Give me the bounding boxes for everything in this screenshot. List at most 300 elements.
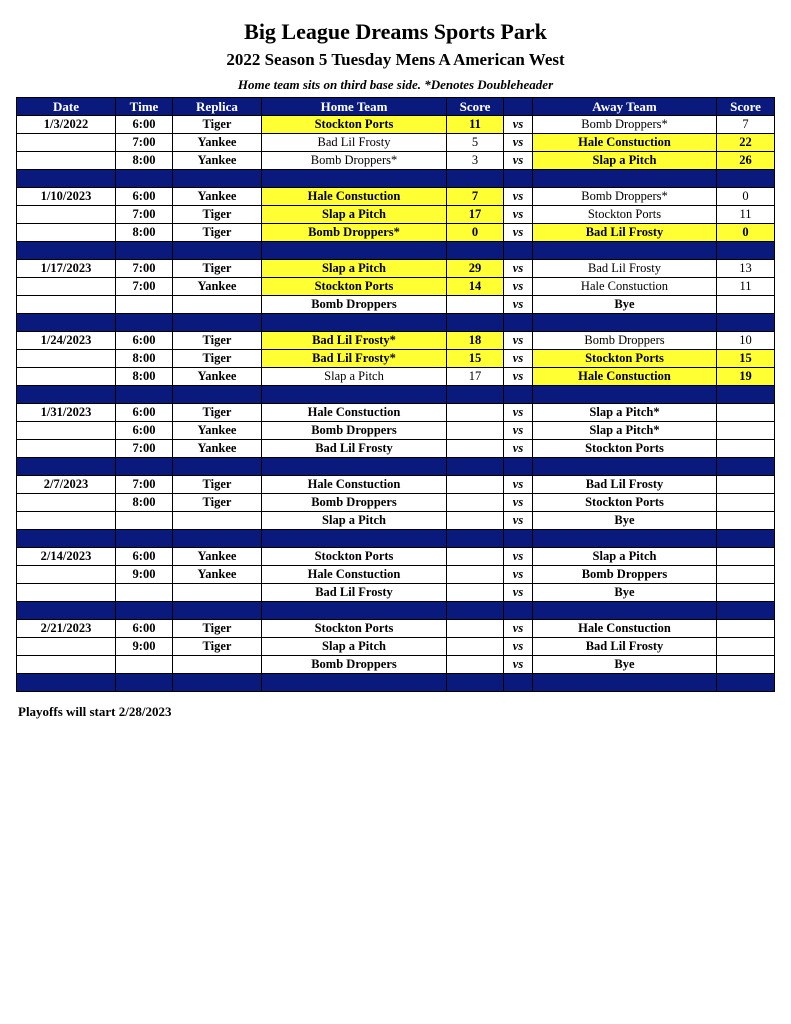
game-time: 6:00 [116, 548, 173, 566]
header-home-score: Score [447, 98, 504, 116]
separator-cell [116, 602, 173, 620]
away-score [717, 638, 775, 656]
away-score: 10 [717, 332, 775, 350]
home-score [447, 584, 504, 602]
separator-cell [173, 458, 262, 476]
game-row [17, 224, 775, 242]
home-score [447, 566, 504, 584]
game-time: 7:00 [116, 278, 173, 296]
home-team: Stockton Ports [262, 278, 447, 296]
away-score [717, 440, 775, 458]
home-score: 15 [447, 350, 504, 368]
home-score: 0 [447, 224, 504, 242]
separator-cell [533, 242, 717, 260]
game-replica: Yankee [173, 566, 262, 584]
separator-cell [17, 674, 116, 692]
game-date [17, 512, 116, 530]
page-subtitle: 2022 Season 5 Tuesday Mens A American West [226, 50, 565, 69]
home-team: Bad Lil Frosty* [262, 350, 447, 368]
game-row [17, 152, 775, 170]
separator-cell [17, 386, 116, 404]
vs-label: vs [504, 512, 533, 530]
game-replica: Tiger [173, 476, 262, 494]
game-replica: Tiger [173, 620, 262, 638]
home-score [447, 494, 504, 512]
game-row [17, 332, 775, 350]
game-row [17, 548, 775, 566]
separator-cell [173, 530, 262, 548]
separator-cell [447, 602, 504, 620]
vs-label: vs [504, 656, 533, 674]
home-score: 11 [447, 116, 504, 134]
separator-cell [116, 674, 173, 692]
vs-label: vs [504, 368, 533, 386]
separator-cell [17, 314, 116, 332]
vs-label: vs [504, 332, 533, 350]
away-team: Bad Lil Frosty [533, 260, 717, 278]
vs-label: vs [504, 278, 533, 296]
away-team: Hale Constuction [533, 278, 717, 296]
separator-cell [533, 170, 717, 188]
game-row [17, 584, 775, 602]
home-team: Hale Constuction [262, 476, 447, 494]
separator-cell [447, 458, 504, 476]
game-row [17, 134, 775, 152]
game-row [17, 494, 775, 512]
vs-label: vs [504, 404, 533, 422]
home-team: Bomb Droppers* [262, 224, 447, 242]
header-replica: Replica [173, 98, 262, 116]
away-score [717, 584, 775, 602]
separator-cell [17, 242, 116, 260]
home-score [447, 656, 504, 674]
game-replica: Tiger [173, 404, 262, 422]
away-score [717, 296, 775, 314]
game-date [17, 638, 116, 656]
home-team: Hale Constuction [262, 566, 447, 584]
game-replica: Tiger [173, 224, 262, 242]
game-date [17, 422, 116, 440]
game-row [17, 296, 775, 314]
away-score [717, 476, 775, 494]
vs-label: vs [504, 440, 533, 458]
away-team: Bomb Droppers [533, 566, 717, 584]
home-team: Hale Constuction [262, 404, 447, 422]
vs-label: vs [504, 224, 533, 242]
week-separator [17, 170, 775, 188]
separator-cell [116, 530, 173, 548]
game-time [116, 296, 173, 314]
game-date [17, 584, 116, 602]
game-replica: Tiger [173, 494, 262, 512]
header-away-team: Away Team [533, 98, 717, 116]
away-score [717, 548, 775, 566]
separator-cell [173, 170, 262, 188]
separator-cell [116, 242, 173, 260]
away-team: Bye [533, 656, 717, 674]
game-date: 2/7/2023 [17, 476, 116, 494]
game-replica: Yankee [173, 188, 262, 206]
separator-cell [116, 458, 173, 476]
game-time: 6:00 [116, 116, 173, 134]
separator-cell [717, 530, 775, 548]
away-team: Stockton Ports [533, 494, 717, 512]
game-replica: Tiger [173, 332, 262, 350]
home-score: 14 [447, 278, 504, 296]
game-replica: Yankee [173, 548, 262, 566]
home-score [447, 440, 504, 458]
game-date: 2/14/2023 [17, 548, 116, 566]
away-score: 19 [717, 368, 775, 386]
vs-label: vs [504, 134, 533, 152]
away-team: Bomb Droppers* [533, 116, 717, 134]
away-score: 13 [717, 260, 775, 278]
game-time: 8:00 [116, 224, 173, 242]
game-replica: Yankee [173, 368, 262, 386]
game-time: 8:00 [116, 368, 173, 386]
game-date [17, 494, 116, 512]
separator-cell [262, 674, 447, 692]
game-time [116, 512, 173, 530]
home-score: 7 [447, 188, 504, 206]
header-row [17, 98, 775, 116]
vs-label: vs [504, 188, 533, 206]
game-row [17, 512, 775, 530]
home-score [447, 296, 504, 314]
away-team: Slap a Pitch [533, 152, 717, 170]
game-replica: Tiger [173, 638, 262, 656]
game-time: 8:00 [116, 152, 173, 170]
away-score: 0 [717, 188, 775, 206]
separator-cell [173, 602, 262, 620]
vs-label: vs [504, 206, 533, 224]
game-date [17, 350, 116, 368]
separator-cell [116, 170, 173, 188]
game-date: 1/10/2023 [17, 188, 116, 206]
vs-label: vs [504, 350, 533, 368]
week-separator [17, 602, 775, 620]
game-row [17, 350, 775, 368]
game-time: 6:00 [116, 332, 173, 350]
game-time: 8:00 [116, 350, 173, 368]
game-row [17, 476, 775, 494]
separator-cell [447, 314, 504, 332]
game-time: 7:00 [116, 260, 173, 278]
vs-label: vs [504, 566, 533, 584]
away-team: Slap a Pitch* [533, 404, 717, 422]
separator-cell [262, 530, 447, 548]
game-time: 6:00 [116, 188, 173, 206]
away-team: Bomb Droppers [533, 332, 717, 350]
home-team: Bomb Droppers [262, 296, 447, 314]
week-separator [17, 530, 775, 548]
separator-cell [447, 674, 504, 692]
separator-cell [533, 602, 717, 620]
away-score: 0 [717, 224, 775, 242]
game-time [116, 584, 173, 602]
away-score: 7 [717, 116, 775, 134]
home-team: Bad Lil Frosty [262, 584, 447, 602]
separator-cell [533, 314, 717, 332]
schedule-body [17, 116, 775, 692]
away-team: Slap a Pitch* [533, 422, 717, 440]
game-row [17, 422, 775, 440]
away-team: Slap a Pitch [533, 548, 717, 566]
away-team: Stockton Ports [533, 440, 717, 458]
home-team: Stockton Ports [262, 116, 447, 134]
week-separator [17, 314, 775, 332]
game-replica: Yankee [173, 440, 262, 458]
separator-cell [17, 458, 116, 476]
separator-cell [173, 386, 262, 404]
home-team: Slap a Pitch [262, 512, 447, 530]
away-team: Bad Lil Frosty [533, 224, 717, 242]
away-score: 15 [717, 350, 775, 368]
separator-cell [262, 458, 447, 476]
home-score [447, 620, 504, 638]
game-date: 1/24/2023 [17, 332, 116, 350]
home-score: 29 [447, 260, 504, 278]
vs-label: vs [504, 296, 533, 314]
home-team: Stockton Ports [262, 620, 447, 638]
game-date [17, 278, 116, 296]
away-score [717, 512, 775, 530]
away-team: Bomb Droppers* [533, 188, 717, 206]
header-away-score: Score [717, 98, 775, 116]
game-date [17, 152, 116, 170]
separator-cell [717, 314, 775, 332]
separator-cell [533, 530, 717, 548]
vs-label: vs [504, 422, 533, 440]
separator-cell [504, 602, 533, 620]
away-team: Bye [533, 512, 717, 530]
separator-cell [447, 530, 504, 548]
header-home-team: Home Team [262, 98, 447, 116]
separator-cell [717, 602, 775, 620]
separator-cell [504, 674, 533, 692]
game-replica [173, 656, 262, 674]
separator-cell [717, 170, 775, 188]
game-time: 7:00 [116, 476, 173, 494]
vs-label: vs [504, 494, 533, 512]
away-score [717, 404, 775, 422]
home-team: Slap a Pitch [262, 638, 447, 656]
game-date: 1/31/2023 [17, 404, 116, 422]
home-score [447, 638, 504, 656]
home-score: 18 [447, 332, 504, 350]
game-row [17, 260, 775, 278]
page-title: Big League Dreams Sports Park [244, 19, 547, 44]
home-team: Bad Lil Frosty [262, 440, 447, 458]
away-team: Bye [533, 296, 717, 314]
home-score [447, 476, 504, 494]
vs-label: vs [504, 260, 533, 278]
game-date [17, 440, 116, 458]
home-team: Bomb Droppers [262, 656, 447, 674]
vs-label: vs [504, 476, 533, 494]
game-replica [173, 512, 262, 530]
game-row [17, 620, 775, 638]
home-score [447, 548, 504, 566]
playoffs-note: Playoffs will start 2/28/2023 [18, 704, 172, 719]
game-row [17, 638, 775, 656]
separator-cell [447, 242, 504, 260]
game-date [17, 206, 116, 224]
game-time: 6:00 [116, 620, 173, 638]
away-score [717, 494, 775, 512]
away-score: 26 [717, 152, 775, 170]
week-separator [17, 674, 775, 692]
game-replica [173, 296, 262, 314]
away-score: 11 [717, 278, 775, 296]
separator-cell [504, 530, 533, 548]
game-date [17, 656, 116, 674]
separator-cell [262, 602, 447, 620]
away-team: Stockton Ports [533, 206, 717, 224]
week-separator [17, 458, 775, 476]
game-replica: Tiger [173, 260, 262, 278]
separator-cell [533, 386, 717, 404]
separator-cell [173, 242, 262, 260]
away-team: Hale Constuction [533, 620, 717, 638]
game-row [17, 278, 775, 296]
game-replica: Tiger [173, 206, 262, 224]
away-score: 11 [717, 206, 775, 224]
home-score: 5 [447, 134, 504, 152]
away-team: Hale Constuction [533, 368, 717, 386]
game-replica: Tiger [173, 350, 262, 368]
home-score: 17 [447, 206, 504, 224]
game-replica: Yankee [173, 422, 262, 440]
game-row [17, 440, 775, 458]
home-score: 17 [447, 368, 504, 386]
separator-cell [17, 170, 116, 188]
game-row [17, 116, 775, 134]
game-replica: Yankee [173, 134, 262, 152]
separator-cell [447, 170, 504, 188]
schedule-table [16, 97, 775, 692]
home-team: Hale Constuction [262, 188, 447, 206]
home-team: Stockton Ports [262, 548, 447, 566]
separator-cell [17, 602, 116, 620]
separator-cell [504, 458, 533, 476]
schedule-note: Home team sits on third base side. *Denotes Doubleheader [237, 77, 554, 92]
separator-cell [504, 170, 533, 188]
separator-cell [262, 314, 447, 332]
game-date [17, 566, 116, 584]
separator-cell [504, 386, 533, 404]
separator-cell [717, 674, 775, 692]
away-team: Bad Lil Frosty [533, 638, 717, 656]
week-separator [17, 386, 775, 404]
separator-cell [262, 386, 447, 404]
home-team: Bomb Droppers [262, 494, 447, 512]
separator-cell [116, 314, 173, 332]
game-date: 1/17/2023 [17, 260, 116, 278]
home-team: Slap a Pitch [262, 368, 447, 386]
game-row [17, 368, 775, 386]
separator-cell [173, 674, 262, 692]
separator-cell [504, 242, 533, 260]
separator-cell [717, 386, 775, 404]
vs-label: vs [504, 152, 533, 170]
game-replica: Yankee [173, 278, 262, 296]
game-replica: Tiger [173, 116, 262, 134]
home-team: Bad Lil Frosty* [262, 332, 447, 350]
separator-cell [262, 170, 447, 188]
away-team: Hale Constuction [533, 134, 717, 152]
game-time: 7:00 [116, 134, 173, 152]
game-date: 1/3/2022 [17, 116, 116, 134]
game-time: 6:00 [116, 422, 173, 440]
vs-label: vs [504, 548, 533, 566]
game-row [17, 188, 775, 206]
separator-cell [262, 242, 447, 260]
game-time: 8:00 [116, 494, 173, 512]
home-team: Bad Lil Frosty [262, 134, 447, 152]
game-time [116, 656, 173, 674]
separator-cell [447, 386, 504, 404]
home-team: Bomb Droppers [262, 422, 447, 440]
away-score [717, 656, 775, 674]
header-date: Date [17, 98, 116, 116]
separator-cell [533, 458, 717, 476]
game-time: 9:00 [116, 638, 173, 656]
away-score [717, 566, 775, 584]
game-replica: Yankee [173, 152, 262, 170]
home-team: Slap a Pitch [262, 260, 447, 278]
game-row [17, 206, 775, 224]
home-team: Slap a Pitch [262, 206, 447, 224]
header-vs [504, 98, 533, 116]
home-score: 3 [447, 152, 504, 170]
vs-label: vs [504, 620, 533, 638]
header-time: Time [116, 98, 173, 116]
separator-cell [533, 674, 717, 692]
separator-cell [717, 242, 775, 260]
vs-label: vs [504, 638, 533, 656]
game-date [17, 224, 116, 242]
home-team: Bomb Droppers* [262, 152, 447, 170]
separator-cell [17, 530, 116, 548]
game-replica [173, 584, 262, 602]
game-date [17, 134, 116, 152]
away-score [717, 620, 775, 638]
away-score: 22 [717, 134, 775, 152]
home-score [447, 422, 504, 440]
game-row [17, 404, 775, 422]
separator-cell [504, 314, 533, 332]
separator-cell [173, 314, 262, 332]
vs-label: vs [504, 116, 533, 134]
away-score [717, 422, 775, 440]
game-date [17, 368, 116, 386]
separator-cell [717, 458, 775, 476]
game-time: 7:00 [116, 440, 173, 458]
game-date [17, 296, 116, 314]
game-row [17, 656, 775, 674]
game-date: 2/21/2023 [17, 620, 116, 638]
game-time: 7:00 [116, 206, 173, 224]
separator-cell [116, 386, 173, 404]
away-team: Stockton Ports [533, 350, 717, 368]
home-score [447, 512, 504, 530]
game-time: 6:00 [116, 404, 173, 422]
away-team: Bye [533, 584, 717, 602]
game-row [17, 566, 775, 584]
game-time: 9:00 [116, 566, 173, 584]
week-separator [17, 242, 775, 260]
